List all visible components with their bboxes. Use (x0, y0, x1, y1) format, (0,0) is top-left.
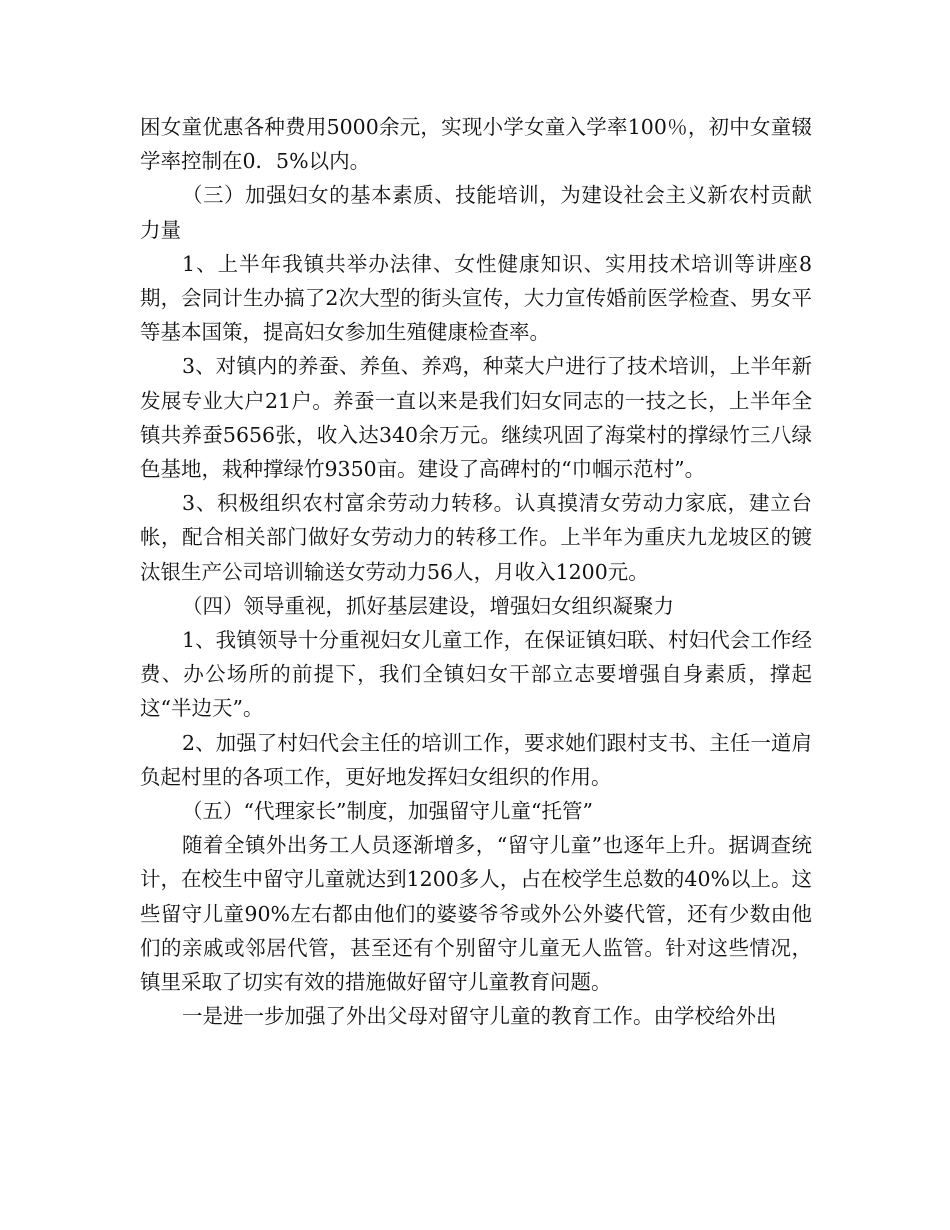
section-heading-leadership: （四）领导重视，抓好基层建设，增强妇女组织凝聚力 (182, 593, 674, 618)
paragraph-leadership-attention: 1、我镇领导十分重视妇女儿童工作，在保证镇妇联、村妇代会工作经费、办公场所的前提下，我们全镇妇女干部立志要增强自身素质，撑起这“半边天”。 (140, 628, 812, 721)
document-page (140, 110, 812, 1033)
section-heading-surrogate-parents: （五）“代理家长”制度，加强留守儿童“托管” (182, 799, 593, 824)
paragraph-female-children-benefits: 困女童优惠各种费用5000余元，实现小学女童入学率100％，初中女童辍学率控制在0．5%以内。 (140, 115, 812, 174)
section-heading-skills-training: （三）加强妇女的基本素质、技能培训，为建设社会主义新农村贡献力量 (140, 183, 812, 242)
paragraph-lectures-publicity: 1、上半年我镇共举办法律、女性健康知识、实用技术培训等讲座8期，会同计生办搞了2次大型的街头宣传，大力宣传婚前医学检查、男女平等基本国策，提高妇女参加生殖健康检查率。 (140, 251, 812, 345)
paragraph-technical-training: 3、对镇内的养蚕、养鱼、养鸡，种菜大户进行了技术培训，上半年新发展专业大户21户。养蚕一直以来是我们妇女同志的一技之长，上半年全镇共养蚕5656张，收入达340余万元。继续巩固了海棠村的撑绿竹三八绿色基地，栽种撑绿竹9350亩。建设了高碑村的“巾帼示范村”。 (140, 354, 812, 482)
paragraph-parent-education: 一是进一步加强了外出父母对留守儿童的教育工作。由学校给外出 (182, 1004, 777, 1029)
paragraph-left-behind-children: 随着全镇外出务工人员逐渐增多，“留守儿童”也逐年上升。据调查统计，在校生中留守儿童就达到1200多人，占在校学生总数的40%以上。这些留守儿童90%左右都由他们的婆婆爷爷或外公外婆代管，还有少数由他们的亲戚或邻居代管，甚至还有个别留守儿童无人监管。针对这些情况，镇里采取了切实有效的措施做好留守儿童教育问题。 (140, 833, 812, 995)
paragraph-labor-transfer: 3、积极组织农村富余劳动力转移。认真摸清女劳动力家底，建立台帐，配合相关部门做好女劳动力的转移工作。上半年为重庆九龙坡区的镀汰银生产公司培训输送女劳动力56人，月收入1200元。 (140, 491, 812, 584)
paragraph-cadre-training: 2、加强了村妇代会主任的培训工作，要求她们跟村支书、主任一道肩负起村里的各项工作，更好地发挥妇女组织的作用。 (140, 730, 812, 789)
